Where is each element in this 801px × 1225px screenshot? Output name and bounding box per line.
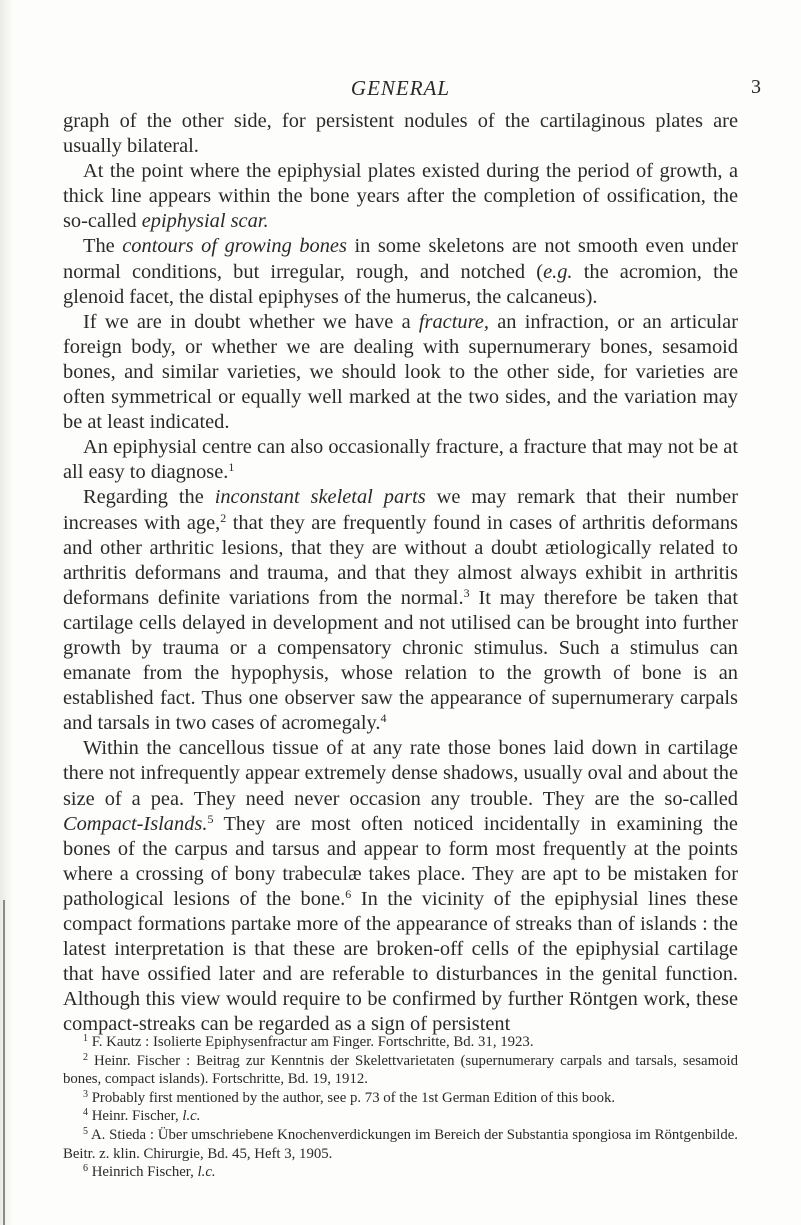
body-text [63, 109, 738, 1037]
text-run: They are most often noticed incidentally in examining the bones of the carpus and tarsus and appear to form most frequently at the points where a crossing of bony trabeculæ takes place. They are apt to be mistaken for pathological lesions of the bone. [63, 812, 738, 910]
text-run: If we are in doubt whether we have a [83, 310, 419, 333]
footnote-ref: 2 [83, 1051, 88, 1063]
text-run: Heinr. Fischer, [88, 1108, 183, 1125]
paragraph [63, 310, 738, 435]
footnote-ref: 5 [207, 811, 214, 826]
footnote-ref: 6 [345, 886, 352, 901]
footnote [63, 1033, 738, 1052]
text-run: An epiphysial centre can also occasionally fracture, a fracture that may not be at all easy to diagnose. [63, 436, 738, 484]
text-run: It may therefore be taken that cartilage cells delayed in development and not utilised can be brought into further growth by trauma or a compensatory chronic stimulus. Such a stimulus can emanate from the hypophysis, whose relation to the growth of bone is an established fact. Thus one observer saw the appearance of supernumerary carpals and tarsals in two cases of acromegaly. [63, 586, 738, 735]
text-run: the acromion, the glenoid facet, the distal epiphyses of the humerus, the calcaneus). [63, 260, 738, 308]
footnote [63, 1107, 738, 1126]
binding-edge-line [3, 900, 5, 1225]
italic-text: l.c. [197, 1164, 216, 1181]
text-run: an infraction, or an articular foreign body, or whether we are dealing with supernumerary bones, sesamoid bones, and similar varieties, we should look to the other side, for varieties are often symmetrical or equally well marked at the two sides, and the variation may be at least indicated. [63, 310, 738, 434]
text-run: The [83, 235, 123, 258]
italic-text: e.g. [543, 260, 573, 283]
paragraph [63, 159, 738, 234]
italic-text: l.c. [182, 1108, 201, 1125]
footnote-ref: 4 [380, 711, 387, 726]
text-run: Probably first mentioned by the author, see p. 73 of the 1st German Edition of this book. [88, 1089, 616, 1106]
footnote-ref: 3 [83, 1088, 88, 1100]
text-run: At the point where the epiphysial plates existed during the period of growth, a thick line appears within the bone years after the completion of ossification, the so-called [63, 160, 738, 233]
footnote-ref: 4 [83, 1107, 88, 1119]
italic-text: epiphysial scar. [141, 210, 269, 233]
text-run: Within the cancellous tissue of at any rate those bones laid down in cartilage there not infrequently appear extremely dense shadows, usually oval and about the size of a pea. They need never occasion any trouble. They are the so-called [63, 737, 738, 810]
page-gutter-shadow [0, 0, 14, 1225]
footnote [63, 1126, 738, 1163]
italic-text: inconstant skeletal parts [214, 486, 426, 509]
text-run: in some skeletons are not smooth even under normal conditions, but irregular, rough, and notched ( [63, 235, 738, 283]
footnote [63, 1163, 738, 1182]
text-run: we may remark that their number increases with age, [63, 486, 739, 534]
italic-text: Compact-Islands. [63, 812, 208, 835]
paragraph [63, 435, 738, 485]
italic-text: fracture, [418, 310, 489, 333]
footnote-ref: 6 [83, 1163, 88, 1175]
italic-text: contours of growing bones [122, 235, 347, 258]
paragraph [63, 234, 738, 309]
footnote-ref: 1 [83, 1033, 88, 1044]
text-run: A. Stieda : Über umschriebene Knochenverdickungen im Bereich der Substantia spongiosa im Röntgenbilde. Beitr. z. klin. Chirurgie, Bd. 45, Heft 3, 1905. [63, 1126, 738, 1162]
text-run: graph of the other side, for persistent nodules of the cartilaginous plates are usually bilateral. [63, 110, 738, 158]
text-run: Heinrich Fischer, [88, 1164, 198, 1181]
paragraph [63, 736, 738, 1037]
footnote-ref: 1 [228, 460, 235, 475]
text-run: Heinr. Fischer : Beitrag zur Kenntnis der Skelettvarietaten (supernumerary carpals and tarsals, sesamoid bones, compact islands). Fortschritte, Bd. 19, 1912. [63, 1052, 738, 1088]
paragraph [63, 109, 738, 159]
footnote-ref: 5 [83, 1125, 88, 1137]
text-run: Regarding the [83, 486, 215, 509]
text-run: F. Kautz : Isolierte Epiphysenfractur am Finger. Fortschritte, Bd. 31, 1923. [88, 1034, 534, 1050]
text-run: In the vicinity of the epiphysial lines these compact formations partake more of the appearance of streaks than of islands : the latest interpretation is that these are broken-off cells of the epiphysial cartilage that have ossified later and are referable to disturbances in the genital function. Although this view would require to be confirmed by further Röntgen work, these compact-streaks can be regarded as a sign of persistent [63, 887, 739, 1036]
footnote-ref: 3 [463, 585, 470, 600]
paragraph [63, 485, 738, 736]
footnote [63, 1052, 738, 1089]
page-number: 3 [751, 76, 761, 98]
text-run: that they are frequently found in cases of arthritis deformans and other arthritic lesions, that they are without a doubt ætiologically related to arthritis deformans and trauma, and that they almost always exhibit in arthritis deformans definite variations from the normal. [63, 511, 738, 609]
running-header-title: GENERAL [350, 76, 451, 100]
footnote [63, 1089, 738, 1108]
footnote-ref: 2 [220, 510, 227, 525]
footnotes [63, 1033, 738, 1182]
